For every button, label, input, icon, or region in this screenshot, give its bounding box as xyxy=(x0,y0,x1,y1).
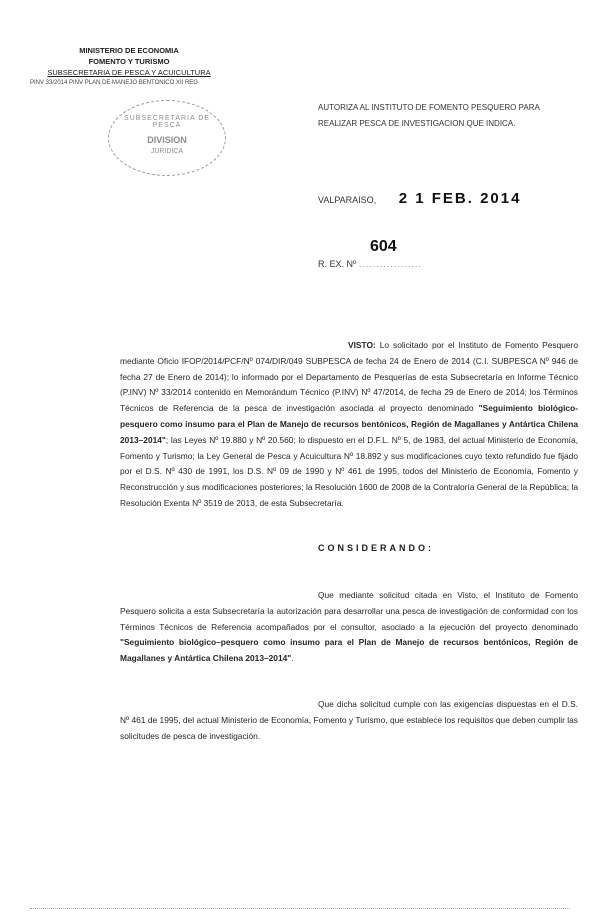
considerando-paragraph-1 xyxy=(120,588,578,667)
rex-dots: .................. xyxy=(358,259,422,269)
p1-text-2: . xyxy=(291,653,294,664)
ministry-name-2: FOMENTO Y TURISMO xyxy=(88,57,170,66)
file-reference: PINV 33/2014 PINV PLAN DE MANEJO BENTONICO XII REG xyxy=(30,80,198,86)
rex-label: R. EX. Nº xyxy=(318,259,357,269)
date-place: VALPARAISO, xyxy=(318,195,377,205)
p1-text-1: Que mediante solicitud citada en Visto, el Instituto de Fomento Pesquero solicita a esta Subsecretaría la autorización para desarrollar una pesca de investigación de conformidad con los Términos Técnicos de Referencia acompañados por el consultor, asociado a la ejecución del proyecto denominado xyxy=(120,590,578,632)
stamp-line-1: SUBSECRETARIA DE PESCA xyxy=(124,115,210,129)
visto-label: VISTO: xyxy=(348,340,376,350)
visto-project-name: "Seguimiento biológico-pesquero como insumo para el Plan de Manejo de recursos bentónicos, Región de Magallanes y Antártica Chilena 2013–2014" xyxy=(120,403,578,445)
considerando-paragraph-2 xyxy=(120,697,578,744)
letterhead xyxy=(30,45,228,89)
considerando-heading: CONSIDERANDO: xyxy=(318,543,435,553)
footer-rule xyxy=(30,908,570,909)
p2-text: Que dicha solicitud cumple con las exigencias dispuestas en el D.S. Nº 461 de 1995, del actual Ministerio de Economía, Fomento y Turismo, que establece los requisitos que deben cumplir las solicitudes de pesca de investigación. xyxy=(120,699,578,741)
stamp-line-2: DIVISION xyxy=(147,135,187,145)
date-stamp: 2 1 FEB. 2014 xyxy=(398,190,522,207)
division-stamp xyxy=(108,100,226,176)
visto-paragraph xyxy=(120,338,578,512)
p1-project-name: "Seguimiento biológico–pesquero como insumo para el Plan de Manejo de recursos bentónicos, Región de Magallanes y Antártica Chilena 2013–2014" xyxy=(120,637,578,664)
visto-text-2: ; las Leyes Nº 19.880 y Nº 20.560; lo dispuesto en el D.F.L. Nº 5, de 1983, del actual Ministerio de Economía, Fomento y Turismo; la Ley General de Pesca y Acuicultura Nº 18.892 y sus modificaciones cuyo texto refundido fue fijado por el D.S. Nº 430 de 1991, los D.S. Nº 09 de 1990 y Nº 461 de 1995, todos del Ministerio de Economía, Fomento y Reconstrucción y sus modificaciones posteriores; la Resolución 1600 de 2008 de la Contraloría General de la República; la Resolución Exenta Nº 3519 de 2013, de esta Subsecretaría. xyxy=(120,434,578,508)
subsecretaria-name: SUBSECRETARIA DE PESCA Y ACUICULTURA xyxy=(47,68,211,77)
ministry-name: MINISTERIO DE ECONOMIA xyxy=(79,46,179,55)
date-line xyxy=(318,190,521,207)
stamp-line-3: JURIDICA xyxy=(150,148,184,155)
rex-line xyxy=(318,259,422,269)
resolution-number: 604 xyxy=(370,238,397,255)
visto-text-1: Lo solicitado por el Instituto de Fomento Pesquero mediante Oficio IFOP/2014/PCF/Nº 074/DIR/049 SUBPESCA de fecha 24 de Enero de 2014 (C.I. SUBPESCA Nº 946 de fecha 27 de Enero de 2014); lo informado por el Departamento de Pesquerías de esta Subsecretaría en Informe Técnico (P.INV) Nº 33/2014 contenido en Memorándum Técnico (P.INV) Nº 47/2014, de fecha 29 de Enero de 2014; los Términos Técnicos de Referencia de la pesca de investigación asociada al proyecto denominado xyxy=(120,340,578,414)
resolution-subject: AUTORIZA AL INSTITUTO DE FOMENTO PESQUERO PARA REALIZAR PESCA DE INVESTIGACION QUE INDICA. xyxy=(318,103,540,128)
